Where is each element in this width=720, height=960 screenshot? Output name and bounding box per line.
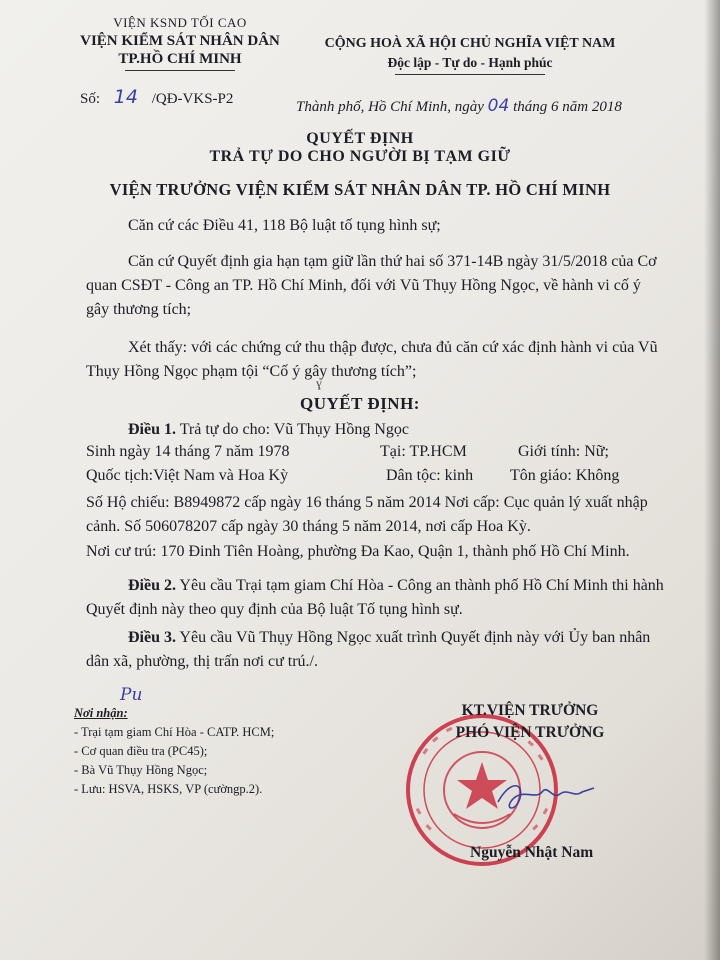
signature-block (420, 700, 640, 744)
basis-paragraph-1: Căn cứ các Điều 41, 118 Bộ luật tố tụng hình sự; (128, 217, 441, 234)
signer-name: Nguyễn Nhật Nam (470, 844, 594, 861)
handwritten-day: 04 (487, 96, 510, 116)
page-edge-shadow (704, 0, 720, 960)
pen-mark: ɣ (316, 376, 322, 390)
passport-info (86, 491, 666, 539)
number-label: Số: (80, 91, 101, 107)
date-prefix: Thành phố, Hồ Chí Minh, ngày (296, 99, 484, 115)
date-suffix: tháng 6 năm 2018 (513, 99, 622, 115)
article-1-text: Trả tự do cho: Vũ Thụy Hồng Ngọc (176, 421, 409, 438)
residence-text: Nơi cư trú: 170 Đinh Tiên Hoàng, phường Đa Kao, Quận 1, thành phố Hồ Chí Minh. (86, 543, 630, 560)
article-2-label: Điều 2. (128, 577, 176, 594)
article-1-label: Điều 1. (128, 421, 176, 438)
ethnicity: Dân tộc: kinh (386, 467, 474, 484)
handwritten-signature (490, 770, 600, 820)
basis-paragraph-3: Xét thấy: với các chứng cứ thu thập được, chưa đủ căn cứ xác định hành vi của Vũ Thụy Hồng Ngọc phạm tội “Cố ý gây thương tích”; (86, 339, 658, 380)
nation-motto: Độc lập - Tự do - Hạnh phúc (387, 55, 553, 70)
handwritten-initials: Pu (120, 685, 143, 705)
article-1 (86, 418, 666, 442)
agency-city: TP.HỒ CHÍ MINH (118, 51, 242, 67)
issuing-agency (80, 14, 280, 71)
recipient-item: - Trại tạm giam Chí Hòa - CATP. HCM; (74, 725, 275, 739)
handwritten-number: 14 (113, 86, 138, 108)
birth-place: Tại: TP.HCM (380, 443, 467, 460)
religion: Tôn giáo: Không (510, 467, 620, 484)
basis-section (86, 214, 666, 384)
nationality: Quốc tịch:Việt Nam và Hoa Kỳ (86, 467, 289, 484)
article-3-label: Điều 3. (128, 629, 176, 646)
recipient-item: - Cơ quan điều tra (PC45); (74, 744, 208, 758)
nation-name: CỘNG HOÀ XÃ HỘI CHỦ NGHĨA VIỆT NAM (324, 36, 616, 51)
authority-title: VIỆN TRƯỞNG VIỆN KIỂM SÁT NHÂN DÂN TP. HỒ CHÍ MINH (109, 180, 611, 199)
signature-title-1: KT.VIỆN TRƯỞNG (461, 702, 599, 719)
decision-heading: QUYẾT ĐỊNH: (300, 394, 420, 413)
national-motto (320, 34, 620, 75)
doc-type-title: QUYẾT ĐỊNH (306, 130, 414, 147)
agency-name: VIỆN KIỂM SÁT NHÂN DÂN (80, 33, 280, 49)
recipients-list (74, 704, 274, 799)
gender: Giới tính: Nữ; (518, 443, 609, 460)
doc-subject-title: TRẢ TỰ DO CHO NGƯỜI BỊ TẠM GIỮ (209, 148, 511, 165)
agency-parent: VIỆN KSND TỐI CAO (113, 15, 247, 30)
document-number (80, 86, 233, 108)
article-2-text: Yêu cầu Trại tạm giam Chí Hòa - Công an thành phố Hồ Chí Minh thi hành Quyết định này theo quy định của Bộ luật Tố tụng hình sự. (86, 577, 664, 618)
passport-text: Số Hộ chiếu: B8949872 cấp ngày 16 tháng 5 năm 2014 Nơi cấp: Cục quản lý xuất nhập cảnh. Số 506078207 cấp ngày 30 tháng 5 năm 2014, nơi cấp Hoa Kỳ. (86, 494, 648, 535)
recipient-item: - Lưu: HSVA, HSKS, VP (cườngp.2). (74, 782, 263, 796)
basis-paragraph-2: Căn cứ Quyết định gia hạn tạm giữ lần thứ hai số 371-14B ngày 31/5/2018 của Cơ quan CSĐT - Công an TP. Hồ Chí Minh, đối với Vũ Thụy Hồng Ngọc, về hành vi cố ý gây thương tích; (86, 253, 657, 318)
article-3-text: Yêu cầu Vũ Thụy Hồng Ngọc xuất trình Quyết định này với Ủy ban nhân dân xã, phường, thị trấn nơi cư trú./. (86, 629, 651, 670)
residence-info (86, 540, 666, 564)
signature-title-2: PHÓ VIỆN TRƯỞNG (455, 724, 605, 741)
number-suffix: /QĐ-VKS-P2 (151, 91, 234, 107)
article-2 (86, 574, 666, 622)
recipient-item: - Bà Vũ Thụy Hồng Ngọc; (74, 763, 208, 777)
document-date (296, 96, 622, 116)
birth-date: Sinh ngày 14 tháng 7 năm 1978 (86, 443, 290, 460)
agency-underline (125, 70, 235, 71)
motto-underline (395, 74, 545, 75)
article-3 (86, 626, 666, 674)
recipients-title: Nơi nhận: (74, 706, 128, 720)
